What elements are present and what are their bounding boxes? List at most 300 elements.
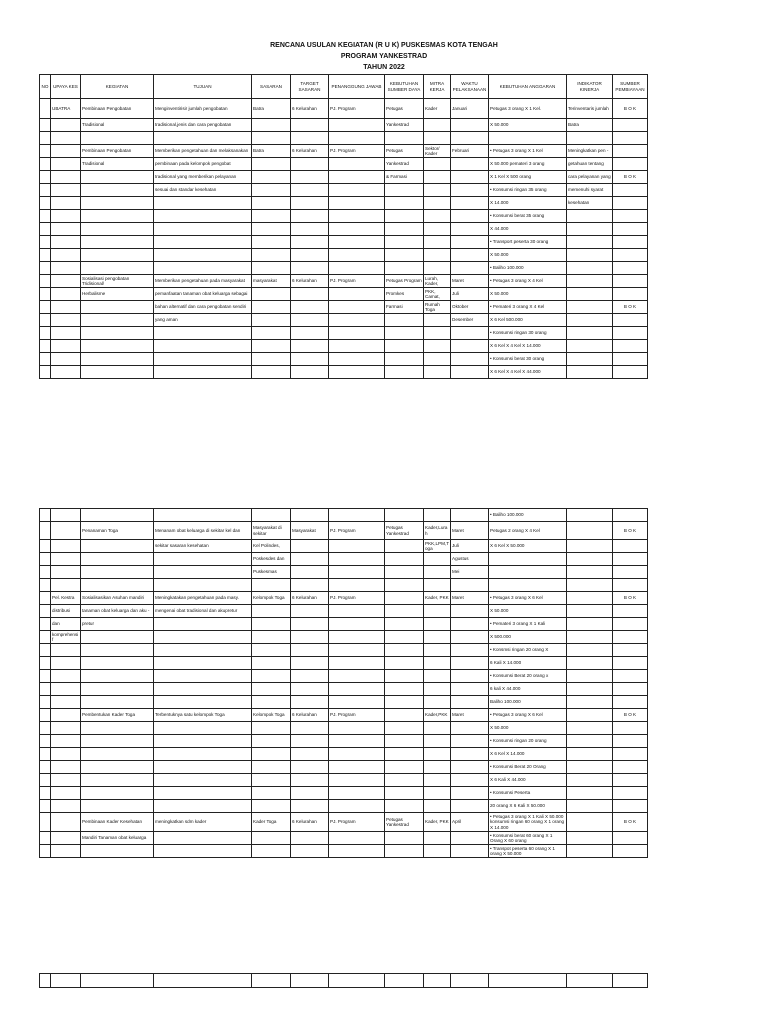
table-row	[40, 197, 648, 210]
cell-kebutuhan-sumber-daya: Petugas Program	[385, 275, 424, 288]
col-header-tujuan: TUJUAN	[154, 75, 252, 99]
cell-sumber-pembiayaan: B O K	[613, 709, 648, 722]
cell-kebutuhan-sumber-daya: Yankestrad	[385, 158, 424, 171]
cell-mitra-kerja	[424, 696, 451, 709]
cell-target-sasaran	[291, 249, 329, 262]
col-header-mitra-kerja: MITRA KERJA	[424, 75, 451, 99]
cell-penanggung-jawab	[329, 761, 385, 774]
cell-target-sasaran	[291, 832, 329, 845]
cell-kegiatan	[81, 845, 154, 858]
cell-target-sasaran	[291, 132, 329, 145]
table-row	[40, 119, 648, 132]
cell-sumber-pembiayaan	[613, 974, 648, 988]
cell-upaya-kes	[51, 566, 81, 579]
cell-indikator-kinerja	[567, 800, 613, 813]
cell-tujuan	[154, 353, 252, 366]
cell-target-sasaran	[291, 696, 329, 709]
cell-kegiatan	[81, 735, 154, 748]
cell-sasaran	[252, 366, 291, 379]
cell-indikator-kinerja	[567, 748, 613, 761]
cell-kegiatan	[81, 314, 154, 327]
cell-kebutuhan-sumber-daya	[385, 631, 424, 644]
cell-sasaran: masyarakat	[252, 275, 291, 288]
cell-kebutuhan-anggaran: • Pemateri 3 orang X 4 Kel	[489, 301, 567, 314]
cell-sumber-pembiayaan	[613, 132, 648, 145]
cell-no	[40, 262, 51, 275]
cell-kebutuhan-sumber-daya	[385, 761, 424, 774]
cell-sasaran: Puskesmas	[252, 566, 291, 579]
cell-kegiatan: Pembentukan Kader Toga	[81, 709, 154, 722]
cell-sumber-pembiayaan: B O K	[613, 592, 648, 605]
table-row	[40, 275, 648, 288]
cell-waktu-pelaksanaan	[451, 579, 489, 592]
cell-indikator-kinerja	[567, 774, 613, 787]
cell-sasaran	[252, 696, 291, 709]
cell-kegiatan: tanaman obat keluarga dan aku -	[81, 605, 154, 618]
cell-sasaran	[252, 119, 291, 132]
cell-target-sasaran	[291, 579, 329, 592]
cell-upaya-kes	[51, 683, 81, 696]
cell-kebutuhan-anggaran: Petugas 2 orang X 4 Kel	[489, 522, 567, 540]
cell-kebutuhan-sumber-daya	[385, 592, 424, 605]
cell-kegiatan: Pembinaan Pengobatan	[81, 99, 154, 119]
cell-mitra-kerja	[424, 327, 451, 340]
cell-kebutuhan-sumber-daya	[385, 540, 424, 553]
cell-sumber-pembiayaan	[613, 761, 648, 774]
cell-tujuan	[154, 670, 252, 683]
cell-waktu-pelaksanaan	[451, 171, 489, 184]
table-row	[40, 132, 648, 145]
cell-kegiatan	[81, 579, 154, 592]
cell-penanggung-jawab	[329, 223, 385, 236]
cell-tujuan: Meningkatakan pengetahuan pada masy.	[154, 592, 252, 605]
cell-target-sasaran	[291, 787, 329, 800]
cell-mitra-kerja	[424, 262, 451, 275]
cell-sasaran	[252, 657, 291, 670]
cell-indikator-kinerja	[567, 592, 613, 605]
cell-kebutuhan-sumber-daya	[385, 832, 424, 845]
cell-sumber-pembiayaan	[613, 579, 648, 592]
cell-waktu-pelaksanaan: Maret	[451, 709, 489, 722]
cell-target-sasaran	[291, 340, 329, 353]
cell-indikator-kinerja	[567, 566, 613, 579]
cell-tujuan	[154, 696, 252, 709]
cell-no	[40, 832, 51, 845]
cell-kebutuhan-sumber-daya	[385, 579, 424, 592]
cell-sumber-pembiayaan	[613, 314, 648, 327]
cell-target-sasaran	[291, 301, 329, 314]
cell-sumber-pembiayaan	[613, 119, 648, 132]
cell-kebutuhan-sumber-daya	[385, 800, 424, 813]
cell-target-sasaran	[291, 748, 329, 761]
cell-kebutuhan-sumber-daya	[385, 845, 424, 858]
cell-kegiatan	[81, 223, 154, 236]
cell-kegiatan	[81, 249, 154, 262]
cell-tujuan	[154, 566, 252, 579]
cell-upaya-kes	[51, 314, 81, 327]
cell-indikator-kinerja: kesehatan	[567, 197, 613, 210]
cell-penanggung-jawab	[329, 158, 385, 171]
cell-kebutuhan-anggaran: • Transpot peserta 60 orang X 1 orang X 50.000	[489, 845, 567, 858]
cell-sasaran: Masyarakat di sekitar	[252, 522, 291, 540]
cell-waktu-pelaksanaan	[451, 974, 489, 988]
cell-penanggung-jawab	[329, 696, 385, 709]
cell-sumber-pembiayaan: B O K	[613, 813, 648, 832]
cell-no	[40, 119, 51, 132]
cell-upaya-kes	[51, 748, 81, 761]
cell-mitra-kerja	[424, 974, 451, 988]
cell-target-sasaran	[291, 683, 329, 696]
cell-sumber-pembiayaan	[613, 184, 648, 197]
cell-kebutuhan-anggaran: X 6 Kel 500.000	[489, 314, 567, 327]
cell-tujuan: meningkatkan sdm kader	[154, 813, 252, 832]
cell-mitra-kerja	[424, 774, 451, 787]
cell-target-sasaran	[291, 800, 329, 813]
cell-target-sasaran	[291, 722, 329, 735]
cell-target-sasaran	[291, 644, 329, 657]
cell-target-sasaran	[291, 553, 329, 566]
cell-target-sasaran	[291, 353, 329, 366]
cell-tujuan: Menanam obat keluarga di sekitar kel dan	[154, 522, 252, 540]
col-header-waktu-pelaksanaan: WAKTU PELAKSANAAN	[451, 75, 489, 99]
cell-sumber-pembiayaan	[613, 748, 648, 761]
cell-indikator-kinerja	[567, 249, 613, 262]
cell-kebutuhan-anggaran: Petugas 3 orang X 1 Kel.	[489, 99, 567, 119]
cell-sumber-pembiayaan	[613, 340, 648, 353]
cell-tujuan: tradisional,jenis dan cara pengobatan	[154, 119, 252, 132]
cell-kebutuhan-sumber-daya	[385, 262, 424, 275]
cell-upaya-kes	[51, 223, 81, 236]
cell-no	[40, 709, 51, 722]
cell-waktu-pelaksanaan	[451, 223, 489, 236]
cell-upaya-kes	[51, 974, 81, 988]
cell-target-sasaran: 6 Kelurahan	[291, 145, 329, 158]
cell-target-sasaran: 6 Kelurahan	[291, 275, 329, 288]
cell-kebutuhan-sumber-daya: Petugas Yankestrad	[385, 522, 424, 540]
cell-no	[40, 735, 51, 748]
cell-kebutuhan-anggaran: X 50.000	[489, 119, 567, 132]
cell-tujuan: sekitar sasaran kesehatan	[154, 540, 252, 553]
col-header-upaya-kes: UPAYA KES	[51, 75, 81, 99]
cell-no	[40, 314, 51, 327]
cell-upaya-kes	[51, 709, 81, 722]
cell-sasaran	[252, 618, 291, 631]
cell-tujuan	[154, 197, 252, 210]
cell-sasaran	[252, 132, 291, 145]
cell-waktu-pelaksanaan	[451, 683, 489, 696]
cell-kebutuhan-anggaran: • Pemateri 3 orang X 1 Kali	[489, 618, 567, 631]
cell-no	[40, 800, 51, 813]
table-row	[40, 709, 648, 722]
cell-upaya-kes	[51, 158, 81, 171]
cell-indikator-kinerja	[567, 657, 613, 670]
cell-penanggung-jawab	[329, 787, 385, 800]
cell-tujuan: pembinaan pada kelompok pengobat	[154, 158, 252, 171]
cell-kebutuhan-anggaran: X 6 Kali X 44.000	[489, 774, 567, 787]
cell-kegiatan	[81, 566, 154, 579]
col-header-kebutuhan-anggaran: KEBUTUHAN ANGGARAN	[489, 75, 567, 99]
cell-sasaran	[252, 353, 291, 366]
cell-kebutuhan-anggaran: • Baliho 100.000	[489, 509, 567, 522]
cell-sumber-pembiayaan	[613, 631, 648, 644]
cell-kebutuhan-anggaran	[489, 566, 567, 579]
cell-penanggung-jawab	[329, 722, 385, 735]
cell-kebutuhan-sumber-daya	[385, 327, 424, 340]
cell-kebutuhan-anggaran: X 50.000	[489, 249, 567, 262]
cell-sumber-pembiayaan	[613, 845, 648, 858]
cell-no	[40, 605, 51, 618]
cell-indikator-kinerja	[567, 761, 613, 774]
cell-kegiatan	[81, 171, 154, 184]
cell-no	[40, 670, 51, 683]
cell-penanggung-jawab	[329, 618, 385, 631]
cell-mitra-kerja	[424, 787, 451, 800]
cell-no	[40, 579, 51, 592]
cell-mitra-kerja	[424, 158, 451, 171]
ruk-table-continued	[39, 508, 648, 858]
table-row	[40, 288, 648, 301]
cell-sumber-pembiayaan	[613, 197, 648, 210]
cell-indikator-kinerja	[567, 275, 613, 288]
cell-upaya-kes	[51, 761, 81, 774]
cell-upaya-kes	[51, 171, 81, 184]
cell-penanggung-jawab: PJ. Program	[329, 99, 385, 119]
cell-target-sasaran: 6 Kelurahan	[291, 813, 329, 832]
cell-sumber-pembiayaan	[613, 670, 648, 683]
cell-penanggung-jawab: PJ. Program	[329, 813, 385, 832]
cell-indikator-kinerja: memenuhi syarat	[567, 184, 613, 197]
cell-sasaran	[252, 735, 291, 748]
cell-mitra-kerja	[424, 197, 451, 210]
cell-tujuan	[154, 509, 252, 522]
cell-indikator-kinerja	[567, 787, 613, 800]
cell-waktu-pelaksanaan	[451, 366, 489, 379]
cell-no	[40, 657, 51, 670]
cell-upaya-kes: Pel. Kestra	[51, 592, 81, 605]
cell-indikator-kinerja	[567, 709, 613, 722]
cell-penanggung-jawab: PJ. Program	[329, 592, 385, 605]
cell-indikator-kinerja	[567, 223, 613, 236]
cell-no	[40, 275, 51, 288]
cell-mitra-kerja	[424, 644, 451, 657]
cell-waktu-pelaksanaan: Maret	[451, 592, 489, 605]
cell-kebutuhan-sumber-daya	[385, 314, 424, 327]
cell-indikator-kinerja	[567, 132, 613, 145]
cell-indikator-kinerja	[567, 366, 613, 379]
cell-kegiatan	[81, 197, 154, 210]
cell-kebutuhan-anggaran	[489, 974, 567, 988]
cell-sumber-pembiayaan	[613, 210, 648, 223]
cell-penanggung-jawab	[329, 845, 385, 858]
cell-kegiatan	[81, 366, 154, 379]
cell-sasaran	[252, 761, 291, 774]
cell-tujuan	[154, 787, 252, 800]
cell-no	[40, 553, 51, 566]
cell-tujuan: tradisional yang memberikan pelayanan	[154, 171, 252, 184]
cell-sumber-pembiayaan	[613, 288, 648, 301]
cell-penanggung-jawab	[329, 774, 385, 787]
cell-tujuan	[154, 657, 252, 670]
cell-waktu-pelaksanaan	[451, 210, 489, 223]
table-row	[40, 644, 648, 657]
table-row	[40, 845, 648, 858]
table-row	[40, 761, 648, 774]
cell-tujuan: Memberikan pengetahuan dan melaksanakan	[154, 145, 252, 158]
cell-sumber-pembiayaan	[613, 236, 648, 249]
cell-sumber-pembiayaan	[613, 540, 648, 553]
cell-no	[40, 722, 51, 735]
cell-penanggung-jawab	[329, 748, 385, 761]
cell-no	[40, 774, 51, 787]
cell-penanggung-jawab	[329, 262, 385, 275]
cell-kegiatan	[81, 774, 154, 787]
cell-waktu-pelaksanaan	[451, 327, 489, 340]
cell-kegiatan	[81, 553, 154, 566]
year-title: TAHUN 2022	[363, 64, 405, 71]
cell-waktu-pelaksanaan	[451, 184, 489, 197]
cell-upaya-kes	[51, 644, 81, 657]
cell-penanggung-jawab	[329, 340, 385, 353]
cell-upaya-kes	[51, 210, 81, 223]
cell-kegiatan: Penanaman Toga	[81, 522, 154, 540]
cell-indikator-kinerja	[567, 813, 613, 832]
cell-kegiatan	[81, 327, 154, 340]
table-row	[40, 657, 648, 670]
cell-sumber-pembiayaan	[613, 774, 648, 787]
cell-upaya-kes	[51, 145, 81, 158]
cell-tujuan	[154, 366, 252, 379]
cell-penanggung-jawab	[329, 605, 385, 618]
cell-target-sasaran: 6 Kelurahan	[291, 709, 329, 722]
cell-no	[40, 288, 51, 301]
cell-sumber-pembiayaan	[613, 832, 648, 845]
cell-indikator-kinerja	[567, 288, 613, 301]
cell-sasaran: Batra	[252, 99, 291, 119]
cell-no	[40, 618, 51, 631]
cell-penanggung-jawab	[329, 553, 385, 566]
cell-kegiatan	[81, 787, 154, 800]
cell-kebutuhan-anggaran: 20 orang X 6 Kali X 50.000	[489, 800, 567, 813]
cell-target-sasaran	[291, 314, 329, 327]
cell-sumber-pembiayaan	[613, 787, 648, 800]
cell-kebutuhan-anggaran: • Konsumsi ringan 20 orang	[489, 735, 567, 748]
cell-upaya-kes	[51, 800, 81, 813]
cell-mitra-kerja: Lurah, Kader,	[424, 275, 451, 288]
cell-upaya-kes	[51, 579, 81, 592]
cell-penanggung-jawab: PJ. Program	[329, 275, 385, 288]
cell-kegiatan	[81, 800, 154, 813]
cell-kebutuhan-sumber-daya	[385, 605, 424, 618]
cell-kebutuhan-anggaran: X 50.000	[489, 605, 567, 618]
cell-target-sasaran	[291, 540, 329, 553]
cell-kebutuhan-anggaran: • Petugas 3 orang X 1 Kel	[489, 145, 567, 158]
cell-kebutuhan-anggaran: • Petugas 3 orang X 1 Kali X 50.000 konsumsi ringan 60 orang X 1 orang X 14.000	[489, 813, 567, 832]
cell-sumber-pembiayaan	[613, 696, 648, 709]
cell-tujuan	[154, 761, 252, 774]
cell-no	[40, 223, 51, 236]
cell-penanggung-jawab	[329, 644, 385, 657]
cell-sumber-pembiayaan	[613, 605, 648, 618]
cell-upaya-kes	[51, 657, 81, 670]
table-row	[40, 171, 648, 184]
cell-tujuan	[154, 618, 252, 631]
col-header-penanggung-jawab: PENANGGUNG JAWAB	[329, 75, 385, 99]
cell-penanggung-jawab	[329, 683, 385, 696]
cell-waktu-pelaksanaan	[451, 670, 489, 683]
cell-tujuan: pemanfaatan tanaman obat keluarga sebagai	[154, 288, 252, 301]
cell-indikator-kinerja	[567, 631, 613, 644]
cell-no	[40, 197, 51, 210]
cell-no	[40, 210, 51, 223]
cell-waktu-pelaksanaan	[451, 657, 489, 670]
cell-tujuan: Memberikan pengetahuan pada masyarakat	[154, 275, 252, 288]
cell-kebutuhan-sumber-daya	[385, 132, 424, 145]
cell-target-sasaran	[291, 774, 329, 787]
cell-waktu-pelaksanaan: Juli	[451, 540, 489, 553]
cell-upaya-kes: komprehensif	[51, 631, 81, 644]
cell-indikator-kinerja: Terinventaris jumlah	[567, 99, 613, 119]
cell-kebutuhan-sumber-daya	[385, 618, 424, 631]
cell-tujuan	[154, 845, 252, 858]
cell-penanggung-jawab	[329, 236, 385, 249]
cell-waktu-pelaksanaan	[451, 236, 489, 249]
cell-kebutuhan-anggaran	[489, 553, 567, 566]
table-row	[40, 683, 648, 696]
cell-indikator-kinerja	[567, 722, 613, 735]
col-header-no: NO	[40, 75, 51, 99]
cell-kegiatan: Mandiri Tanaman obat keluarga	[81, 832, 154, 845]
cell-tujuan	[154, 631, 252, 644]
cell-sumber-pembiayaan	[613, 366, 648, 379]
cell-sumber-pembiayaan	[613, 249, 648, 262]
cell-kebutuhan-sumber-daya	[385, 236, 424, 249]
cell-no	[40, 696, 51, 709]
cell-upaya-kes	[51, 340, 81, 353]
cell-tujuan	[154, 644, 252, 657]
cell-no	[40, 566, 51, 579]
cell-waktu-pelaksanaan: Juli	[451, 288, 489, 301]
cell-sumber-pembiayaan: B O K	[613, 301, 648, 314]
cell-kebutuhan-sumber-daya	[385, 696, 424, 709]
cell-indikator-kinerja	[567, 553, 613, 566]
table-row	[40, 592, 648, 605]
cell-kebutuhan-anggaran: 6 kali X 44.000	[489, 683, 567, 696]
cell-upaya-kes	[51, 353, 81, 366]
cell-upaya-kes	[51, 787, 81, 800]
col-header-kebutuhan-sumber-daya: KEBUTUHAN SUMBER DAYA	[385, 75, 424, 99]
table-row	[40, 618, 648, 631]
cell-tujuan: bahan alternatif dan cara pengobatan sendiri	[154, 301, 252, 314]
cell-target-sasaran	[291, 184, 329, 197]
cell-tujuan: mengenai obat tradisional dan akupretur	[154, 605, 252, 618]
cell-sumber-pembiayaan	[613, 566, 648, 579]
col-header-sasaran: SASARAN	[252, 75, 291, 99]
table-row	[40, 262, 648, 275]
cell-kebutuhan-anggaran: • Konsumsi berat 35 orang	[489, 210, 567, 223]
cell-sasaran	[252, 631, 291, 644]
cell-target-sasaran	[291, 223, 329, 236]
cell-indikator-kinerja	[567, 696, 613, 709]
cell-sasaran	[252, 974, 291, 988]
cell-indikator-kinerja	[567, 509, 613, 522]
cell-penanggung-jawab	[329, 184, 385, 197]
cell-upaya-kes	[51, 696, 81, 709]
cell-kebutuhan-anggaran: Baliho 100.000	[489, 696, 567, 709]
cell-target-sasaran	[291, 509, 329, 522]
cell-tujuan	[154, 774, 252, 787]
cell-kegiatan	[81, 540, 154, 553]
cell-upaya-kes	[51, 553, 81, 566]
